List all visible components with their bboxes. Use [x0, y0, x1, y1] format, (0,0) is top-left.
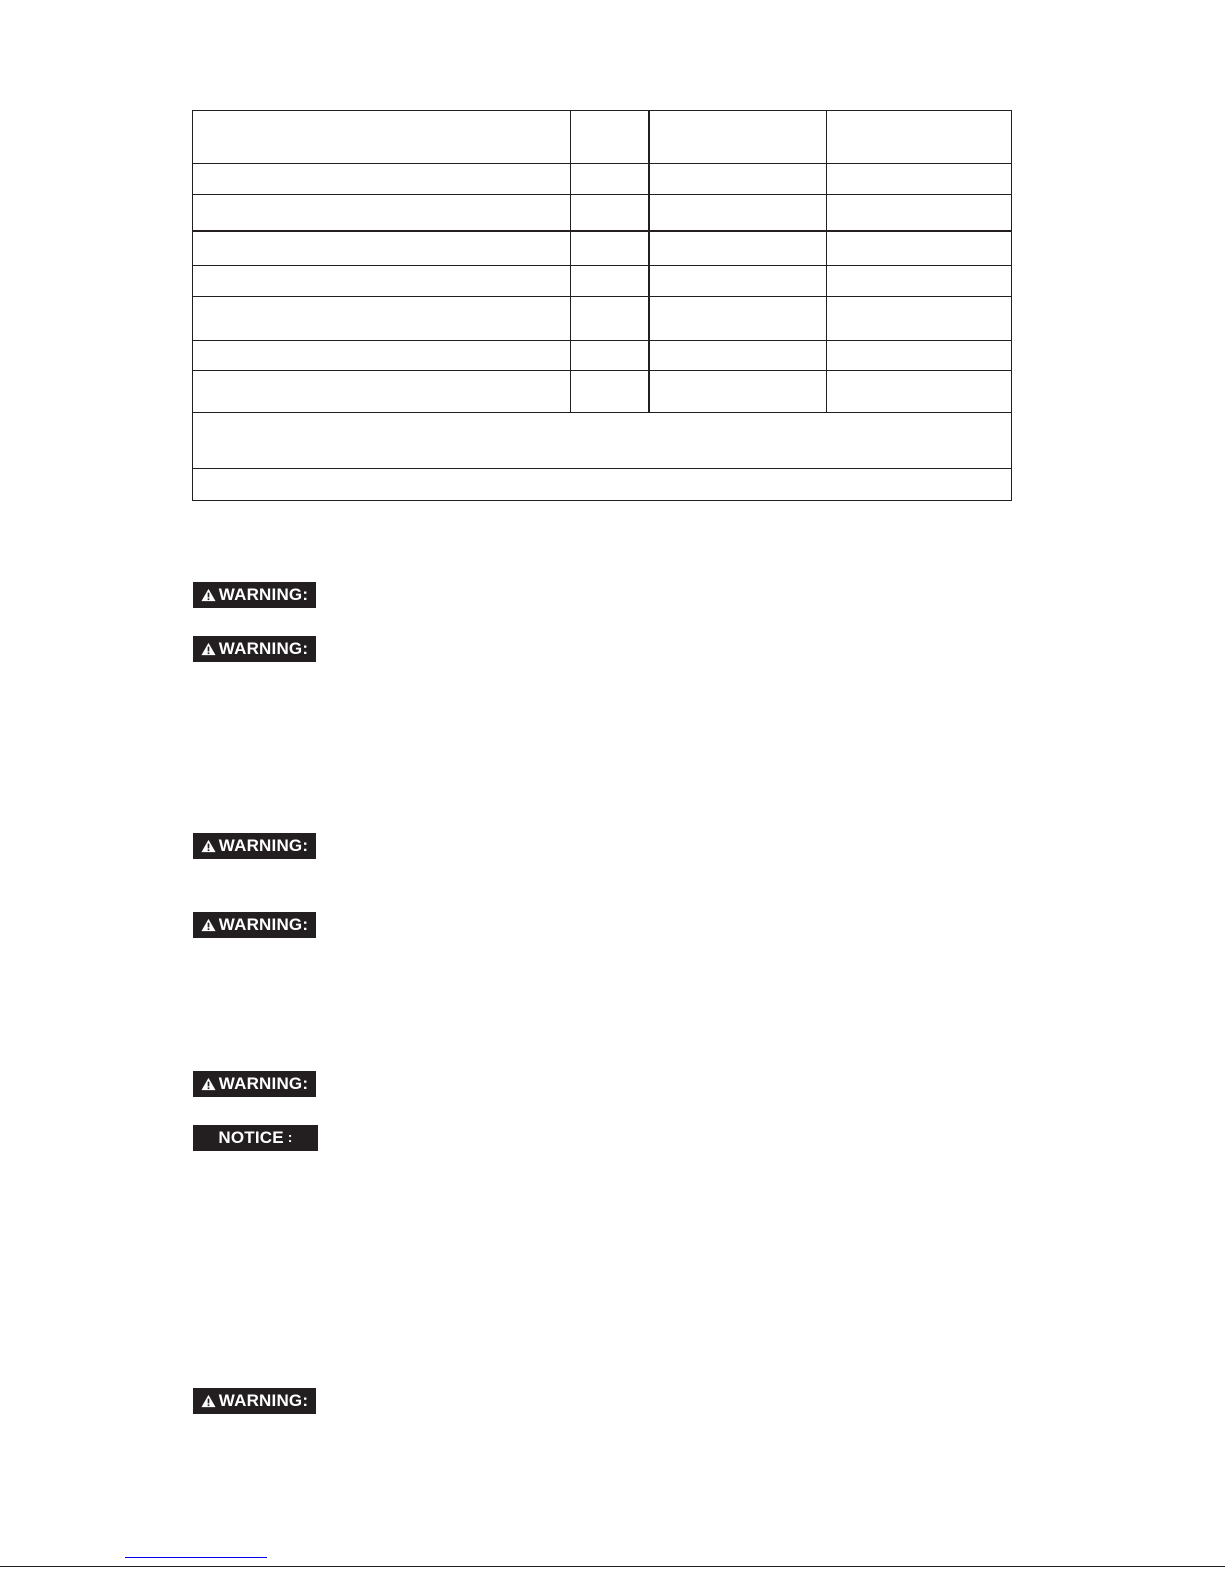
notice-colon: : [287, 1129, 293, 1145]
warning-triangle-icon [201, 1394, 216, 1408]
table-row-divider [193, 265, 1011, 266]
specification-table [192, 110, 1012, 501]
warning-label: WARNING: [218, 915, 309, 934]
warning-triangle-icon [201, 918, 216, 932]
warning-triangle-icon [201, 642, 216, 656]
warning-triangle-icon [201, 1077, 216, 1091]
table-column-divider [570, 111, 571, 413]
warning-badge [193, 912, 316, 938]
warning-triangle-icon [201, 839, 216, 853]
table-column-divider [826, 111, 827, 413]
table-row-divider [193, 163, 1011, 164]
warning-label: WARNING: [218, 836, 309, 855]
warning-label: WARNING: [218, 1391, 309, 1410]
table-row-divider [193, 412, 1011, 413]
table-row-divider [193, 370, 1011, 371]
warning-badge [193, 1388, 316, 1414]
warning-badge [193, 833, 316, 859]
notice-badge [193, 1125, 318, 1151]
warning-triangle-icon [201, 588, 216, 602]
warning-badge [193, 582, 316, 608]
notice-label: NOTICE [218, 1128, 284, 1147]
warning-label: WARNING: [218, 1074, 309, 1093]
table-column-divider [648, 111, 650, 413]
warning-label: WARNING: [218, 639, 309, 658]
table-row-divider [193, 230, 1011, 232]
table-row-divider [193, 468, 1011, 469]
warning-label: WARNING: [218, 585, 309, 604]
table-row-divider [193, 194, 1011, 195]
footer-divider [0, 1566, 1225, 1567]
footer-link-underline[interactable] [125, 1557, 267, 1558]
table-row-divider [193, 340, 1011, 341]
warning-badge [193, 1071, 316, 1097]
table-row-divider [193, 296, 1011, 297]
warning-badge [193, 636, 316, 662]
